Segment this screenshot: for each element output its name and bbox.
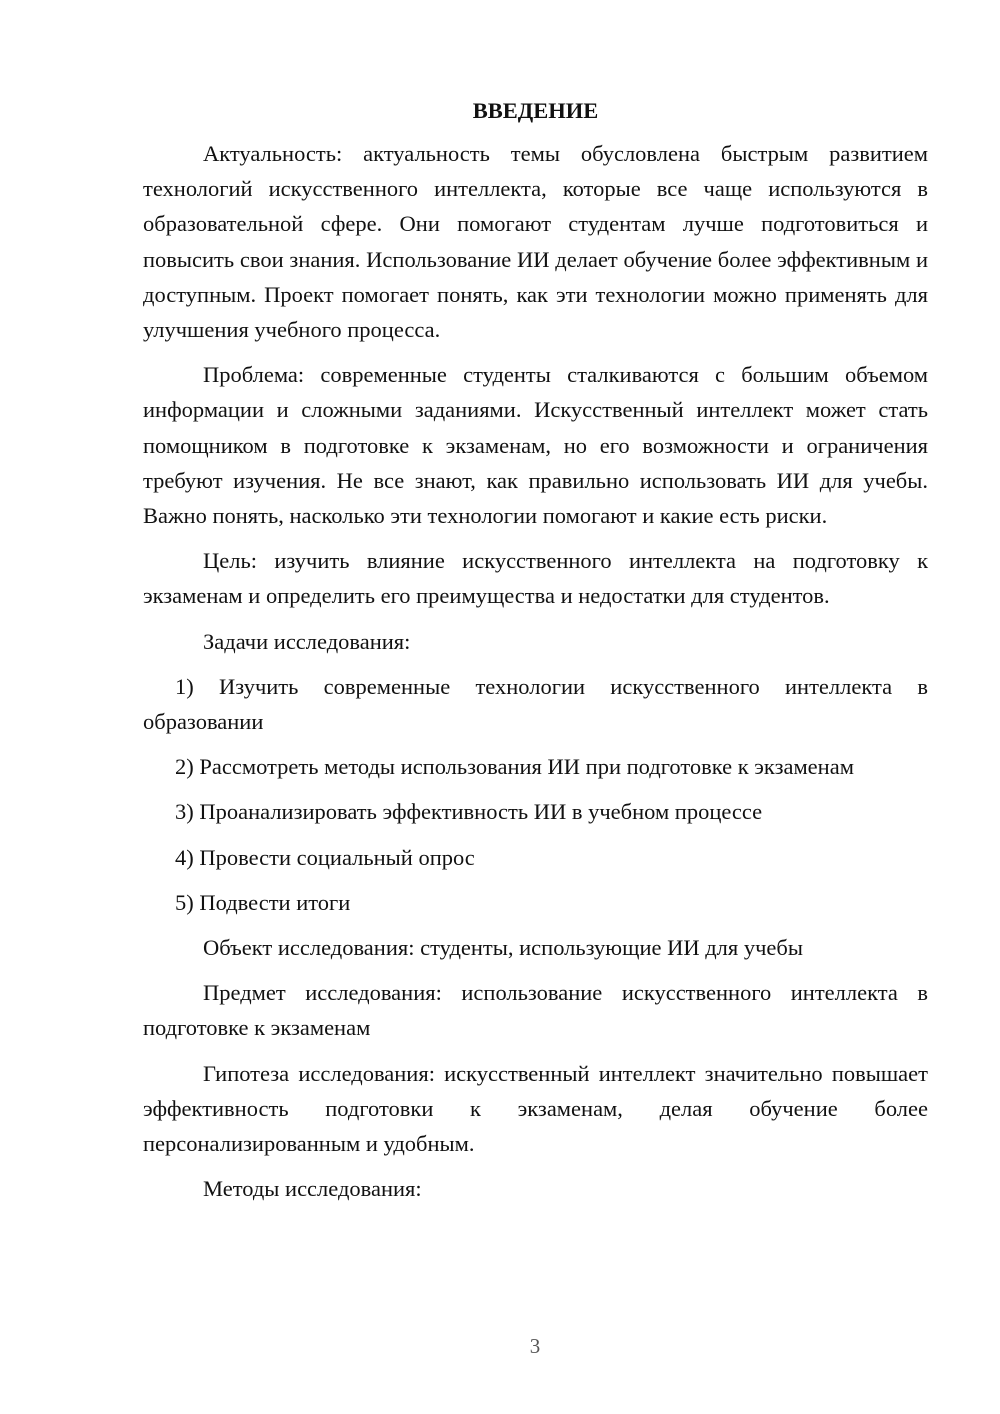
object-paragraph: Объект исследования: студенты, использующие ИИ для учебы [203,935,803,961]
page-number: 3 [529,1334,541,1358]
task-item: 5) Подвести итоги [175,889,351,915]
task-item: 2) Рассмотреть методы использования ИИ при подготовке к экзаменам [175,754,854,780]
methods-paragraph: Методы исследования: [203,1176,422,1202]
task-item: 4) Провести социальный опрос [175,844,475,870]
problem-paragraph: Проблема: современные студенты сталкиваются с большим объемом информации и сложными заданиями. Искусственный интеллект может стать помощником в подготовке к экзаменам, но его возможности и ограничения требуют изучения. Не все знают, как правильно использовать ИИ для учебы. Важно понять, насколько эти технологии помогают и какие есть риски. [143,362,928,529]
task-item: 1) Изучить современные технологии искусственного интеллекта в образовании [143,673,928,735]
relevance-paragraph: Актуальность: актуальность темы обусловлена быстрым развитием технологий искусственного интеллекта, которые все чаще используются в образовательной сфере. Они помогают студентам лучше подготовиться и повысить свои знания. Использование ИИ делает обучение более эффективным и доступным. Проект помогает понять, как эти технологии можно применять для улучшения учебного процесса. [143,141,928,343]
hypothesis-paragraph: Гипотеза исследования: искусственный интеллект значительно повышает эффективность подготовки к экзаменам, делая обучение более персонализированным и удобным. [143,1060,928,1157]
section-heading: ВВЕДЕНИЕ [472,98,599,123]
subject-paragraph: Предмет исследования: использование искусственного интеллекта в подготовке к экзаменам [143,980,928,1041]
tasks-heading: Задачи исследования: [203,628,411,654]
page-body [143,96,928,1216]
goal-paragraph: Цель: изучить влияние искусственного интеллекта на подготовку к экзаменам и определить его преимущества и недостатки для студентов. [143,548,928,609]
task-item: 3) Проанализировать эффективность ИИ в учебном процессе [175,799,763,825]
